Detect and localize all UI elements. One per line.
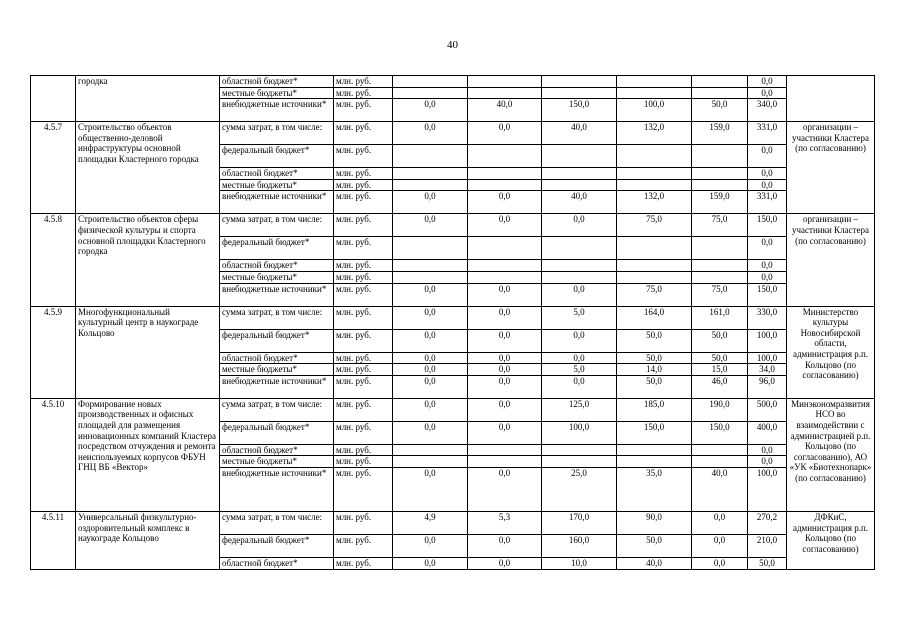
value-year-2019: 40,0 bbox=[692, 467, 748, 511]
value-year-2017: 0,0 bbox=[542, 329, 617, 352]
unit: млн. руб. bbox=[334, 421, 393, 444]
unit: млн. руб. bbox=[334, 364, 393, 376]
value-year-2017 bbox=[542, 76, 617, 88]
value-year-2018 bbox=[617, 260, 692, 272]
value-year-2017 bbox=[542, 87, 617, 99]
value-year-2015 bbox=[393, 76, 468, 88]
value-year-2016 bbox=[468, 456, 542, 468]
responsible-party: организации – участники Кластера (по согласованию) bbox=[787, 122, 875, 214]
value-year-2018 bbox=[617, 145, 692, 168]
value-total: 0,0 bbox=[748, 179, 787, 191]
funding-source: внебюджетные источники* bbox=[220, 283, 334, 306]
value-year-2017: 0,0 bbox=[542, 352, 617, 364]
value-year-2019: 75,0 bbox=[692, 283, 748, 306]
value-year-2018 bbox=[617, 444, 692, 456]
unit: млн. руб. bbox=[334, 329, 393, 352]
value-year-2019: 0,0 bbox=[692, 557, 748, 569]
value-year-2015: 0,0 bbox=[393, 122, 468, 145]
value-year-2016: 0,0 bbox=[468, 364, 542, 376]
value-year-2018: 50,0 bbox=[617, 534, 692, 557]
value-year-2019: 159,0 bbox=[692, 191, 748, 214]
value-year-2017 bbox=[542, 444, 617, 456]
unit: млн. руб. bbox=[334, 271, 393, 283]
value-year-2017 bbox=[542, 179, 617, 191]
funding-source: местные бюджеты* bbox=[220, 364, 334, 376]
value-year-2018: 132,0 bbox=[617, 191, 692, 214]
value-year-2015: 0,0 bbox=[393, 352, 468, 364]
value-year-2018: 150,0 bbox=[617, 421, 692, 444]
value-year-2018 bbox=[617, 76, 692, 88]
value-year-2016: 0,0 bbox=[468, 122, 542, 145]
value-year-2015: 0,0 bbox=[393, 534, 468, 557]
unit: млн. руб. bbox=[334, 214, 393, 237]
value-year-2019 bbox=[692, 179, 748, 191]
value-year-2015 bbox=[393, 271, 468, 283]
value-year-2016: 0,0 bbox=[468, 352, 542, 364]
unit: млн. руб. bbox=[334, 145, 393, 168]
page-number: 40 bbox=[447, 39, 458, 51]
budget-table bbox=[30, 75, 875, 570]
value-year-2017: 0,0 bbox=[542, 283, 617, 306]
value-year-2016: 0,0 bbox=[468, 375, 542, 398]
item-number: 4.5.8 bbox=[31, 214, 76, 306]
value-year-2015: 4,9 bbox=[393, 511, 468, 534]
value-year-2018: 90,0 bbox=[617, 511, 692, 534]
value-year-2018: 50,0 bbox=[617, 375, 692, 398]
value-year-2015: 0,0 bbox=[393, 557, 468, 569]
unit: млн. руб. bbox=[334, 306, 393, 329]
value-year-2016: 0,0 bbox=[468, 557, 542, 569]
value-year-2019 bbox=[692, 444, 748, 456]
value-year-2018 bbox=[617, 237, 692, 260]
item-number: 4.5.7 bbox=[31, 122, 76, 214]
table-body bbox=[31, 76, 875, 570]
value-year-2019 bbox=[692, 237, 748, 260]
value-total: 210,0 bbox=[748, 534, 787, 557]
unit: млн. руб. bbox=[334, 352, 393, 364]
value-year-2018: 132,0 bbox=[617, 122, 692, 145]
value-year-2016: 0,0 bbox=[468, 191, 542, 214]
value-year-2017 bbox=[542, 456, 617, 468]
unit: млн. руб. bbox=[334, 237, 393, 260]
value-total: 96,0 bbox=[748, 375, 787, 398]
funding-source: федеральный бюджет* bbox=[220, 145, 334, 168]
value-year-2018 bbox=[617, 271, 692, 283]
item-number: 4.5.11 bbox=[31, 511, 76, 569]
value-year-2018: 75,0 bbox=[617, 283, 692, 306]
value-year-2017: 5,0 bbox=[542, 306, 617, 329]
funding-source: федеральный бюджет* bbox=[220, 237, 334, 260]
unit: млн. руб. bbox=[334, 283, 393, 306]
funding-source: федеральный бюджет* bbox=[220, 534, 334, 557]
value-year-2017: 150,0 bbox=[542, 99, 617, 122]
value-year-2016 bbox=[468, 87, 542, 99]
value-total: 0,0 bbox=[748, 456, 787, 468]
value-year-2019: 15,0 bbox=[692, 364, 748, 376]
value-year-2019: 75,0 bbox=[692, 214, 748, 237]
table-row bbox=[31, 76, 875, 88]
value-year-2018 bbox=[617, 168, 692, 180]
value-year-2017: 170,0 bbox=[542, 511, 617, 534]
value-year-2018: 50,0 bbox=[617, 352, 692, 364]
value-year-2017: 25,0 bbox=[542, 467, 617, 511]
value-year-2015 bbox=[393, 237, 468, 260]
value-year-2017: 160,0 bbox=[542, 534, 617, 557]
measure-name: Многофункциональный культурный центр в наукограде Кольцово bbox=[76, 306, 220, 398]
unit: млн. руб. bbox=[334, 260, 393, 272]
value-year-2015 bbox=[393, 87, 468, 99]
item-number bbox=[31, 76, 76, 122]
funding-source: внебюджетные источники* bbox=[220, 467, 334, 511]
value-year-2017: 40,0 bbox=[542, 122, 617, 145]
unit: млн. руб. bbox=[334, 398, 393, 421]
funding-source: сумма затрат, в том числе: bbox=[220, 511, 334, 534]
funding-source: областной бюджет* bbox=[220, 260, 334, 272]
value-year-2019: 0,0 bbox=[692, 511, 748, 534]
value-year-2016 bbox=[468, 271, 542, 283]
responsible-party: Министерство культуры Новосибирской области, администрация р.п. Кольцово (по согласованию) bbox=[787, 306, 875, 398]
value-total: 400,0 bbox=[748, 421, 787, 444]
unit: млн. руб. bbox=[334, 168, 393, 180]
value-year-2019 bbox=[692, 456, 748, 468]
value-year-2015 bbox=[393, 168, 468, 180]
value-year-2015: 0,0 bbox=[393, 214, 468, 237]
funding-source: местные бюджеты* bbox=[220, 87, 334, 99]
value-year-2017 bbox=[542, 145, 617, 168]
unit: млн. руб. bbox=[334, 99, 393, 122]
value-year-2016 bbox=[468, 260, 542, 272]
unit: млн. руб. bbox=[334, 122, 393, 145]
table-row bbox=[31, 398, 875, 421]
value-year-2018 bbox=[617, 456, 692, 468]
value-year-2017: 0,0 bbox=[542, 375, 617, 398]
value-total: 150,0 bbox=[748, 283, 787, 306]
value-total: 0,0 bbox=[748, 145, 787, 168]
value-year-2016: 5,3 bbox=[468, 511, 542, 534]
value-year-2018: 50,0 bbox=[617, 329, 692, 352]
value-year-2016 bbox=[468, 168, 542, 180]
value-year-2017 bbox=[542, 260, 617, 272]
value-year-2015 bbox=[393, 179, 468, 191]
value-total: 330,0 bbox=[748, 306, 787, 329]
value-year-2018: 14,0 bbox=[617, 364, 692, 376]
value-total: 0,0 bbox=[748, 260, 787, 272]
funding-source: сумма затрат, в том числе: bbox=[220, 214, 334, 237]
funding-source: федеральный бюджет* bbox=[220, 329, 334, 352]
table-row bbox=[31, 214, 875, 237]
value-total: 0,0 bbox=[748, 444, 787, 456]
value-year-2019: 159,0 bbox=[692, 122, 748, 145]
value-year-2016 bbox=[468, 444, 542, 456]
value-total: 0,0 bbox=[748, 76, 787, 88]
measure-name: Строительство объектов общественно-деловой инфраструктуры основной площадки Кластерного городка bbox=[76, 122, 220, 214]
value-year-2015: 0,0 bbox=[393, 375, 468, 398]
value-total: 340,0 bbox=[748, 99, 787, 122]
table-row bbox=[31, 122, 875, 145]
funding-source: областной бюджет* bbox=[220, 352, 334, 364]
unit: млн. руб. bbox=[334, 191, 393, 214]
value-year-2018 bbox=[617, 179, 692, 191]
value-year-2015: 0,0 bbox=[393, 283, 468, 306]
value-total: 0,0 bbox=[748, 237, 787, 260]
funding-source: сумма затрат, в том числе: bbox=[220, 306, 334, 329]
funding-source: областной бюджет* bbox=[220, 444, 334, 456]
unit: млн. руб. bbox=[334, 456, 393, 468]
funding-source: местные бюджеты* bbox=[220, 179, 334, 191]
value-total: 270,2 bbox=[748, 511, 787, 534]
value-year-2019 bbox=[692, 271, 748, 283]
value-year-2019: 50,0 bbox=[692, 329, 748, 352]
value-total: 100,0 bbox=[748, 467, 787, 511]
value-year-2015 bbox=[393, 456, 468, 468]
value-year-2019: 150,0 bbox=[692, 421, 748, 444]
value-year-2016: 40,0 bbox=[468, 99, 542, 122]
value-year-2016 bbox=[468, 76, 542, 88]
value-total: 34,0 bbox=[748, 364, 787, 376]
unit: млн. руб. bbox=[334, 375, 393, 398]
value-year-2017: 5,0 bbox=[542, 364, 617, 376]
responsible-party: организации – участники Кластера (по согласованию) bbox=[787, 214, 875, 306]
value-year-2017: 0,0 bbox=[542, 214, 617, 237]
value-year-2018: 35,0 bbox=[617, 467, 692, 511]
table-row bbox=[31, 306, 875, 329]
item-number: 4.5.10 bbox=[31, 398, 76, 511]
value-year-2019 bbox=[692, 145, 748, 168]
funding-source: областной бюджет* bbox=[220, 76, 334, 88]
measure-name: Строительство объектов сферы физической культуры и спорта основной площадки Кластерного городка bbox=[76, 214, 220, 306]
value-year-2015: 0,0 bbox=[393, 99, 468, 122]
value-year-2016 bbox=[468, 179, 542, 191]
value-year-2016: 0,0 bbox=[468, 467, 542, 511]
value-year-2018: 164,0 bbox=[617, 306, 692, 329]
value-total: 150,0 bbox=[748, 214, 787, 237]
value-year-2019 bbox=[692, 87, 748, 99]
funding-source: областной бюджет* bbox=[220, 557, 334, 569]
value-year-2018: 40,0 bbox=[617, 557, 692, 569]
value-year-2018: 100,0 bbox=[617, 99, 692, 122]
unit: млн. руб. bbox=[334, 444, 393, 456]
value-year-2019: 50,0 bbox=[692, 99, 748, 122]
value-total: 0,0 bbox=[748, 168, 787, 180]
responsible-party: Минэкономразвития НСО во взаимодействии с администрацией р.п. Кольцово (по согласованию), АО «УК «Биотехнопарк» (по согласованию) bbox=[787, 398, 875, 511]
value-year-2015: 0,0 bbox=[393, 329, 468, 352]
value-total: 100,0 bbox=[748, 352, 787, 364]
value-year-2015: 0,0 bbox=[393, 364, 468, 376]
value-total: 500,0 bbox=[748, 398, 787, 421]
unit: млн. руб. bbox=[334, 76, 393, 88]
value-year-2019: 0,0 bbox=[692, 534, 748, 557]
value-year-2015: 0,0 bbox=[393, 421, 468, 444]
value-total: 50,0 bbox=[748, 557, 787, 569]
unit: млн. руб. bbox=[334, 467, 393, 511]
funding-source: внебюджетные источники* bbox=[220, 99, 334, 122]
value-year-2018: 75,0 bbox=[617, 214, 692, 237]
responsible-party: ДФКиС, администрация р.п. Кольцово (по согласованию) bbox=[787, 511, 875, 569]
value-year-2017: 100,0 bbox=[542, 421, 617, 444]
funding-source: областной бюджет* bbox=[220, 168, 334, 180]
unit: млн. руб. bbox=[334, 87, 393, 99]
value-year-2016 bbox=[468, 145, 542, 168]
funding-source: внебюджетные источники* bbox=[220, 191, 334, 214]
value-year-2016: 0,0 bbox=[468, 306, 542, 329]
funding-source: внебюджетные источники* bbox=[220, 375, 334, 398]
value-year-2019 bbox=[692, 168, 748, 180]
value-year-2015: 0,0 bbox=[393, 398, 468, 421]
value-year-2019: 46,0 bbox=[692, 375, 748, 398]
measure-name: Универсальный физкультурно-оздоровительный комплекс в наукограде Кольцово bbox=[76, 511, 220, 569]
value-year-2017: 40,0 bbox=[542, 191, 617, 214]
unit: млн. руб. bbox=[334, 557, 393, 569]
value-year-2016: 0,0 bbox=[468, 534, 542, 557]
measure-name: городка bbox=[76, 76, 220, 122]
value-year-2019: 50,0 bbox=[692, 352, 748, 364]
value-year-2016: 0,0 bbox=[468, 214, 542, 237]
table-row bbox=[31, 511, 875, 534]
value-year-2015 bbox=[393, 444, 468, 456]
value-year-2016: 0,0 bbox=[468, 421, 542, 444]
value-total: 0,0 bbox=[748, 271, 787, 283]
funding-source: местные бюджеты* bbox=[220, 271, 334, 283]
value-year-2019: 161,0 bbox=[692, 306, 748, 329]
value-year-2015: 0,0 bbox=[393, 306, 468, 329]
funding-source: местные бюджеты* bbox=[220, 456, 334, 468]
value-total: 0,0 bbox=[748, 87, 787, 99]
unit: млн. руб. bbox=[334, 534, 393, 557]
value-year-2015 bbox=[393, 260, 468, 272]
value-year-2017: 10,0 bbox=[542, 557, 617, 569]
unit: млн. руб. bbox=[334, 511, 393, 534]
measure-name: Формирование новых производственных и офисных площадей для размещения инновационных компаний Кластера посредством отчуждения и ремонта неиспользуемых корпусов ФБУН ГНЦ ВБ «Вектор» bbox=[76, 398, 220, 511]
value-total: 331,0 bbox=[748, 122, 787, 145]
value-year-2018 bbox=[617, 87, 692, 99]
value-year-2016 bbox=[468, 237, 542, 260]
value-total: 331,0 bbox=[748, 191, 787, 214]
value-total: 100,0 bbox=[748, 329, 787, 352]
value-year-2016: 0,0 bbox=[468, 329, 542, 352]
value-year-2019 bbox=[692, 76, 748, 88]
responsible-party bbox=[787, 76, 875, 122]
value-year-2018: 185,0 bbox=[617, 398, 692, 421]
value-year-2019 bbox=[692, 260, 748, 272]
value-year-2017 bbox=[542, 271, 617, 283]
value-year-2015: 0,0 bbox=[393, 467, 468, 511]
value-year-2017: 125,0 bbox=[542, 398, 617, 421]
value-year-2015 bbox=[393, 145, 468, 168]
value-year-2019: 190,0 bbox=[692, 398, 748, 421]
item-number: 4.5.9 bbox=[31, 306, 76, 398]
value-year-2016: 0,0 bbox=[468, 283, 542, 306]
funding-source: федеральный бюджет* bbox=[220, 421, 334, 444]
value-year-2017 bbox=[542, 168, 617, 180]
value-year-2015: 0,0 bbox=[393, 191, 468, 214]
funding-source: сумма затрат, в том числе: bbox=[220, 122, 334, 145]
value-year-2017 bbox=[542, 237, 617, 260]
value-year-2016: 0,0 bbox=[468, 398, 542, 421]
unit: млн. руб. bbox=[334, 179, 393, 191]
funding-source: сумма затрат, в том числе: bbox=[220, 398, 334, 421]
